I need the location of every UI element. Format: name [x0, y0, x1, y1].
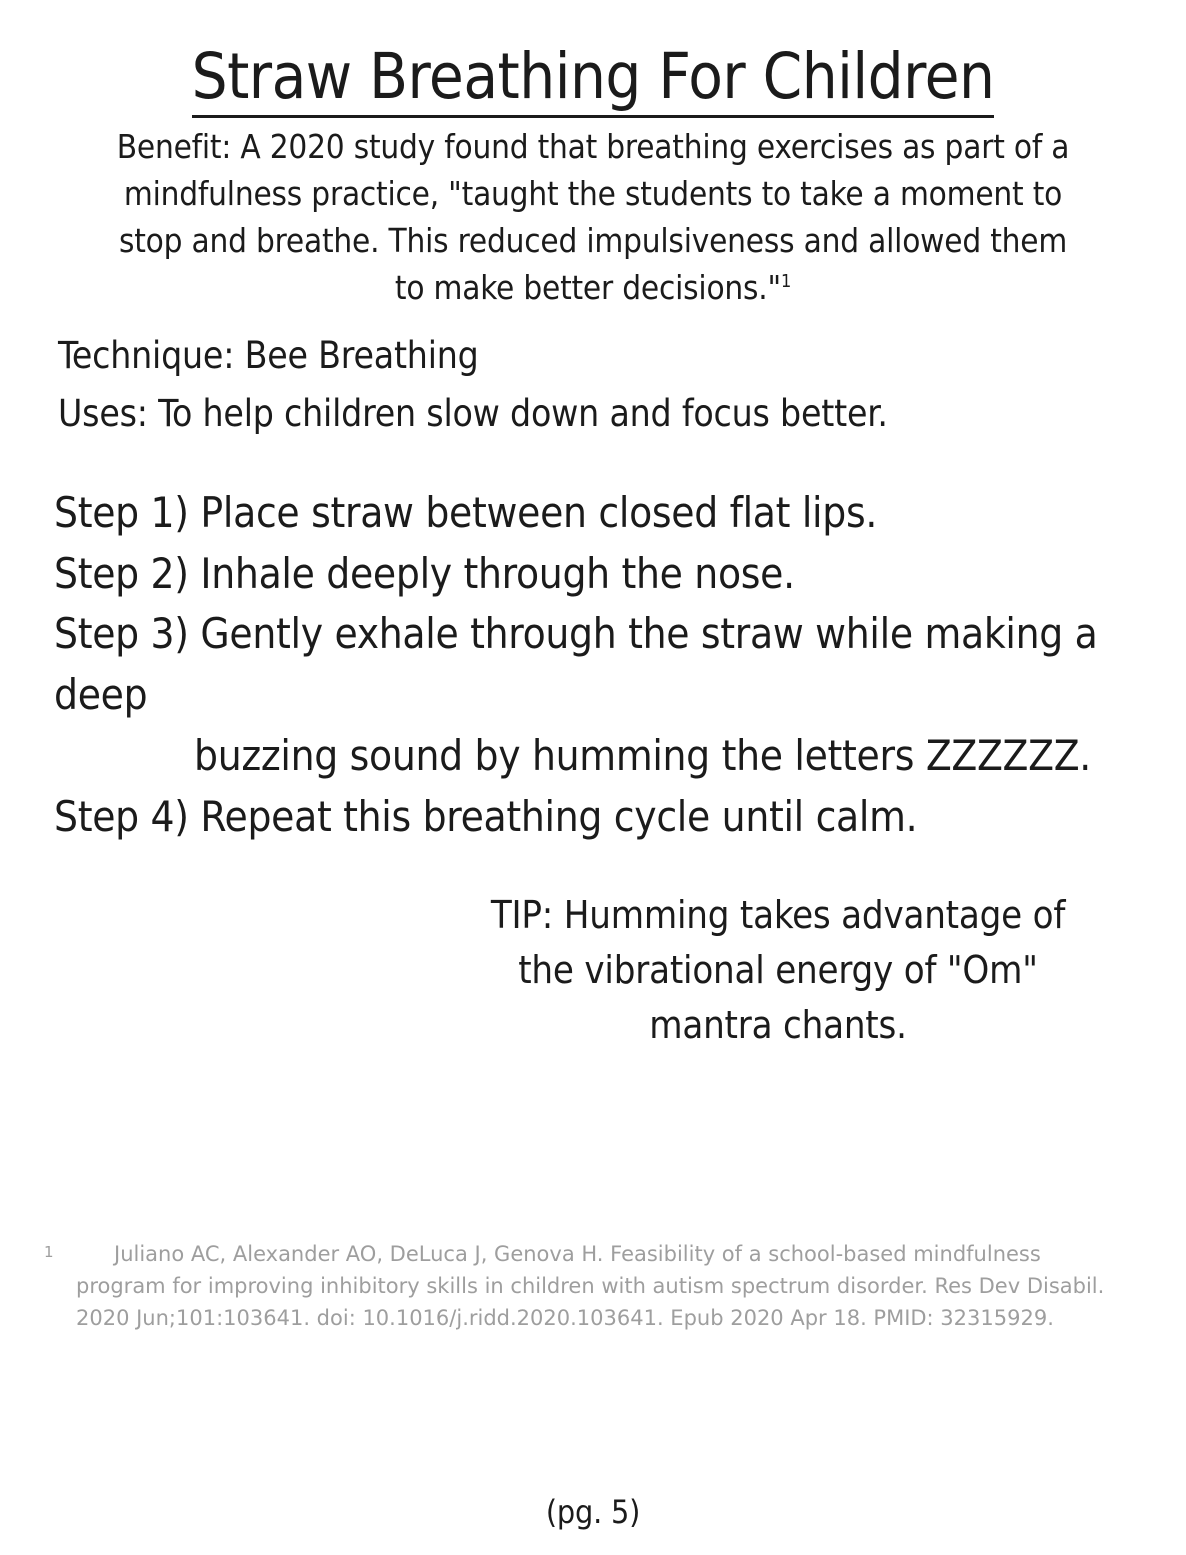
footnote-marker: 1	[44, 1243, 54, 1261]
step-item-3-continuation: buzzing sound by humming the letters ZZZZZZ.	[194, 731, 1091, 781]
technique-line: Technique: Bee Breathing	[58, 333, 479, 377]
step-item-2: Step 2) Inhale deeply through the nose.	[54, 548, 795, 598]
step-item-4: Step 4) Repeat this breathing cycle until calm.	[54, 792, 918, 842]
page-title	[44, 40, 1142, 114]
worksheet-page	[0, 40, 1186, 1555]
step-item-1: Step 1) Place straw between closed flat lips.	[54, 487, 878, 537]
benefit-footnote-marker: 1	[780, 270, 792, 292]
footnote-text: Juliano AC, Alexander AO, DeLuca J, Genova H. Feasibility of a school-based mindfulness program for improving inhibitory skills in children with autism spectrum disorder. Res Dev Disabil. 2020 Jun;101:103641. doi: 10.1016/j.ridd.2020.103641. Epub 2020 Apr 18. PMID: 32315929.	[76, 1242, 1105, 1330]
benefit-paragraph	[104, 124, 1082, 311]
benefit-text: Benefit: A 2020 study found that breathing exercises as part of a mindfulness practice, "taught the students to take a moment to stop and breathe. This reduced impulsiveness and allowed them to make better decisions."	[116, 127, 1070, 307]
footnote	[44, 1239, 1126, 1335]
page-title-text: Straw Breathing For Children	[192, 40, 995, 118]
uses-line: Uses: To help children slow down and focus better.	[58, 392, 888, 436]
step-item-3: Step 3) Gently exhale through the straw while making a deep	[54, 609, 1110, 720]
page-number: (pg. 5)	[545, 1493, 641, 1531]
steps-list	[54, 483, 1142, 848]
tip-block: TIP: Humming takes advantage of the vibrational energy of "Om" mantra chants.	[490, 892, 1066, 1048]
